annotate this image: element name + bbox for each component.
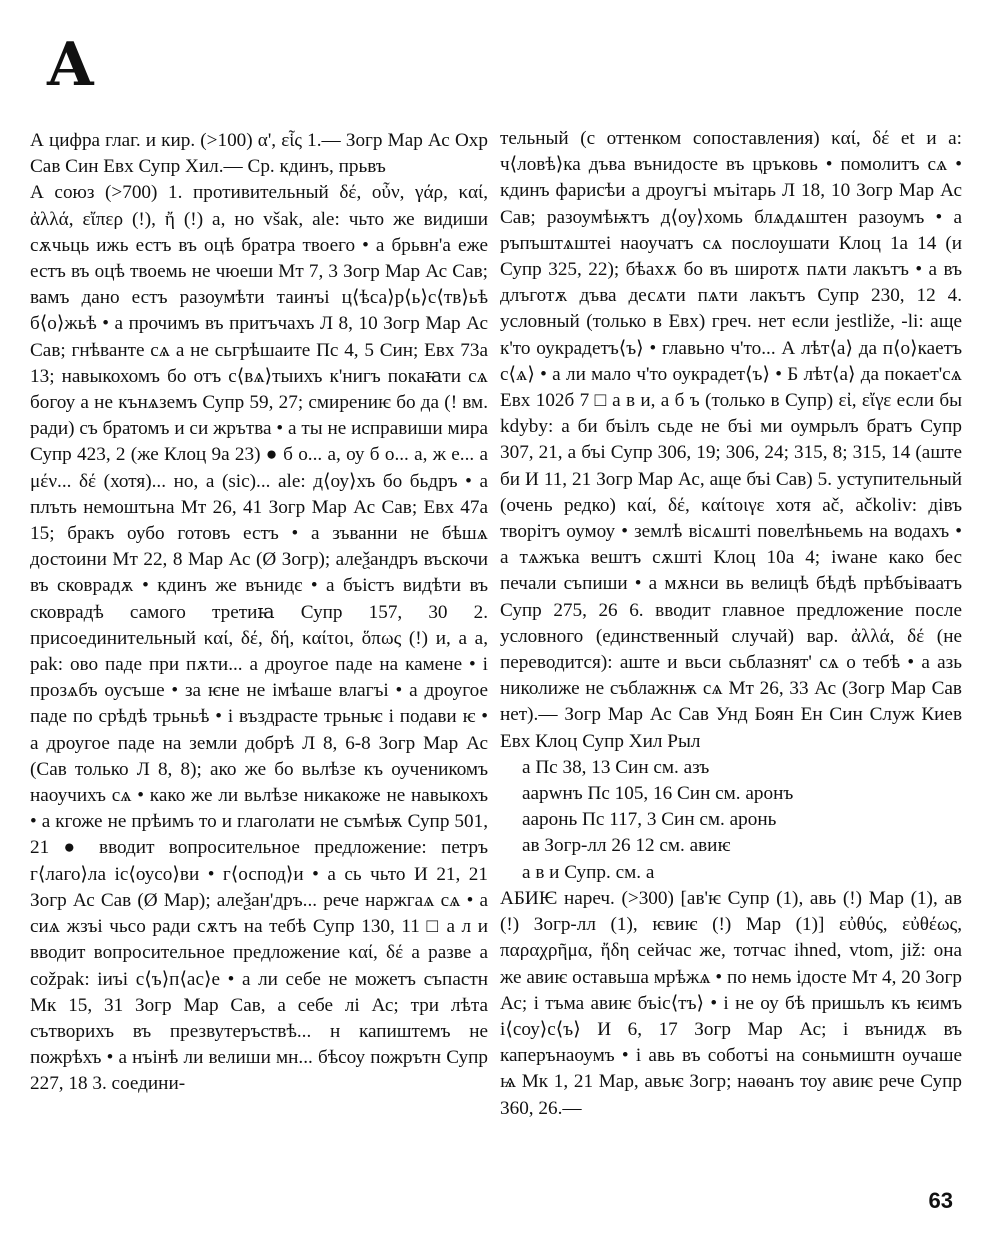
entry-letter-heading: А [46,30,93,100]
entry-abie-adverb: АБИѤ нареч. (>300) [ав'ѥ Супр (1), авь (!) Мар (1), ав (!) Зогр-лл (1), ѥвиѥ (!) Мар (1)] εὐθύς, εὐθέως, παραχρῆμα, ἤδη сейчас же, тотчас ihned, vtom, již: она же авиѥ оставьша мрѣжѧ • по немь ідосте Мт 4, 20 Зогр Ас; і тъма авиѥ бъіс⟨тъ⟩ • і не оу бѣ пришьлъ къ ѥимъ і⟨соу⟩с⟨ъ⟩ И 6, 17 Зогр Мар Ас; і вънидѫ въ каперънаоумъ • і авь въ соботъі на соньмиштн оучаше ѩ Мк 1, 21 Мар, авьѥ Зогр; наѳанъ тоу авиѥ рече Супр 360, 26.— [500,887,962,1119]
cross-reference-entry: а Пс 38, 13 Син см. азъ [522,756,710,778]
cross-reference-entry: ав Зогр-лл 26 12 см. авиѥ [522,835,731,857]
cross-reference-entry: а в и Супр. см. а [522,861,655,883]
cross-reference-entry: ааронь Пс 117, 3 Син см. аронь [522,809,777,831]
entry-a-numeral: А цифра глаг. и кир. (>100) α', εἷς 1.— Зогр Мар Ас Охр Сав Син Евх Супр Хил.— Ср. кдинъ, прьвъ [30,130,488,178]
page-number: 63 [928,1188,953,1213]
entry-a-conjunction-continued: тельный (с оттенком сопоставления) καί, δέ et и а: ч⟨ловѣ⟩ка дъва вънидосте въ цръковь • помолитъ сѧ • кдинъ фарисѣи а дроугъі мъітарь Л 18, 10 Зогр Мар Ас Сав; разоумѣѭтъ д⟨оу⟩хомь блѧдѧштен разоумъ • а ръпъштѧштеі наоучатъ сѧ послоушати Клоц 1а 14 (и Супр 325, 22); бѣахѫ бо въ широтѫ пѧти лакътъ • а въ длъготѫ дъва десѧти пѧти лакътъ Супр 230, 12 4. условный (только в Евх) греч. нет если jestliže, -li: аще к'то оукрадетъ⟨ъ⟩ • главьно ч'то... А лѣт⟨а⟩ да п⟨о⟩каетъ с⟨ѧ⟩ • а ли мало ч'то оукрадет⟨ъ⟩ • Б лѣт⟨а⟩ да покает'сѧ Евх 102б 7 □ а в и, а б ъ (только в Супр) εἰ, εἴγε если бы kdyby: а би бъілъ сьде не бъі ми оумрьлъ братъ Супр 307, 21, а бъі Супр 306, 19; 306, 24; 315, 8; 315, 14 (аште би И 11, 21 Зогр Мар Ас, аще бъі Сав) 5. уступительный (очень редко) καί, δέ, καίτοιγε хотя ač, ačkoliv: дівъ творітъ оумоу • землѣ вісѧшті повелѣньемь на водахъ • а тѧжъка вештъ сѫшті Клоц 10а 4; іwане како бес печали съпиши • а мѫнси вь велицѣ бѣдѣ прѣбъіваатъ Супр 275, 26 6. вводит главное предложение после условного (единственный случай) вар. ἀλλά, δέ (не переводится): аште и вьси сьблазнят' сѧ о тебѣ • а азь николиже не съблажнѭ сѧ Мт 26, 33 Ас (Зогр Мар Сав нет).— Зогр Мар Ас Сав Унд Боян Ен Син Служ Киев Евх Клоц Супр Хил Рыл [500,128,962,752]
cross-reference-entry: аарwнъ Пс 105, 16 Син см. аронъ [522,783,794,805]
left-column [30,128,488,1098]
right-column [500,126,962,1122]
entry-a-conjunction: А союз (>700) 1. противительный δέ, οὖν, γάρ, καί, ἀλλά, εἴπερ (!), ἤ (!) а, но však, ale: чьто же видиши сѫчьць ижь естъ въ оцѣ братра твоего • а брьвн'а еже естъ въ оцѣ твоемь не чюеши Мт 7, 3 Зогр Мар Ас Сав; вамъ дано естъ разоумѣти таинъі ц⟨ѣса⟩р⟨ь⟩с⟨тв⟩ьѣ б⟨о⟩жьѣ • а прочимъ въ притъчахъ Л 8, 10 Зогр Мар Ас Сав; гнѣванте сѧ а не сьгрѣшаите Пс 4, 5 Син; Евх 73а 13; навыкохомъ бо отъ с⟨вѧ⟩тыихъ к'нигъ покаꙗти сѧ богоу а не кънѧземъ Супр 59, 27; смирениѥ бо да (! вм. ради) съ братомъ и си жрътва • а ты не исправиши мира Супр 423, 2 (же Клоц 9а 23) ● б о... а, оу б о... а, ж е... а μέν... δέ (хотя)... но, а (sic)... ale: д⟨оу⟩хъ бо бьдръ • а плъть немоштьна Мт 26, 41 Зогр Мар Ас Сав; Евх 47а 15; бракъ оубо готовъ естъ • а зъванни не бѣшѧ достоини Мт 22, 8 Мар Ас (Ø Зогр); алеѯандръ въскочи въ сковрадѫ • кдинъ же вънидє • а бъістъ видѣти въ сковрадѣ самого третиꙗ Супр 157, 30 2. присоединительный καί, δέ, δή, καίτοι, ὅπως (!) и, а а, pak: ово паде при пѫти... а дроугое паде на камене • і прозѧбъ оусъше • за ѥне не імѣаше влагъі • а дроугое паде по срѣдѣ трьньѣ • і въздрасте трьньѥ і подави ѥ • а дроугое паде на земли добрѣ Л 8, 6-8 Зогр Мар Ас (Сав только Л 8, 8); ако же бо вьлѣзе къ оученикомъ наоучихъ сѧ • како же ли вьлѣзе никакоже не навыкохъ • а кгоже не прѣимъ то и глаголати не съмѣѭ Супр 501, 21 ● вводит вопросительное предложение: петръ г⟨лаго⟩ла іс⟨оусо⟩ви • г⟨оспод⟩и • а сь чьто И 21, 21 Зогр Ас Сав (Ø Мар); алеѯан'дръ... рече наржгаѧ сѧ • а сиѧ жзъі чьсо ради сѫтъ на тебѣ Супр 130, 11 □ а л и вводит вопросительное предложение καί, δέ а разве а cožpak: іиъі с⟨ъ⟩п⟨ас⟩е • а ли себе не можетъ съпастн Мк 15, 31 Зогр Мар Сав, а себе лі Ас; три лѣта сътворихъ въ презвутеръствѣ... н капиштемъ не пожрѣхъ • а нъінѣ ли велиши мн... бѣсоу пожрътн Супр 227, 18 3. соедини- [30,182,488,1095]
